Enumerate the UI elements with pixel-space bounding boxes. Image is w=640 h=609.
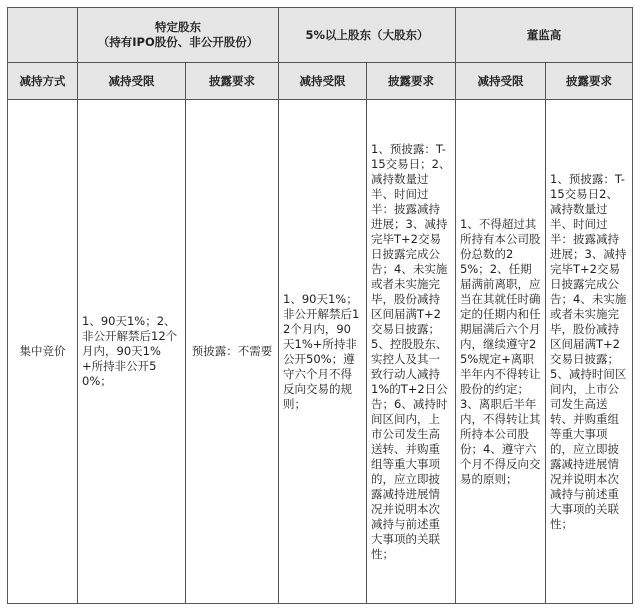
group-header-directors-executives: 董监高: [456, 8, 633, 63]
group-header-row: [8, 8, 633, 63]
table-row: [8, 100, 633, 604]
header-g3-limit: 减持受限: [456, 63, 546, 100]
sub-header-row: [8, 63, 633, 100]
corner-cell: [8, 8, 78, 63]
cell-method: 集中竞价: [8, 100, 78, 604]
header-g2-limit: 减持受限: [279, 63, 367, 100]
cell-g2-limit: 1、90天1%；非公开解禁后12个月内，90天1%+所持非公开50%；遵守六个月不得反向交易的规则；: [279, 100, 367, 604]
group-header-major-shareholders: 5%以上股东（大股东）: [279, 8, 456, 63]
shareholder-reduction-table: [7, 7, 633, 604]
header-g1-disclose: 披露要求: [186, 63, 279, 100]
group-header-specific-shareholders: 特定股东 （持有IPO股份、非公开股份）: [78, 8, 279, 63]
header-g1-limit: 减持受限: [78, 63, 186, 100]
header-g3-disclose: 披露要求: [546, 63, 633, 100]
cell-g2-disclose: 1、预披露：T-15交易日；2、减持数量过半、时间过半：披露减持进展；3、减持完毕T+2交易日披露完成公告；4、未实施或者未实施完毕，股份减持区间届满T+2交易日披露；5、控股股东、实控人及其一致行动人减持1%的T+2日公告；6、减持时间区间内，上市公司发生高送转、并购重组等重大事项的，应立即披露减持进展情况并说明本次减持与前述重大事项的关联性；: [367, 100, 456, 604]
cell-g3-limit: 1、不得超过其所持有本公司股份总数的25%；2、任期届满前离职，应当在其就任时确定的任期内和任期届满后六个月内，继续遵守25%规定+离职半年内不得转让股份的约定；3、离职后半年内，不得转让其所持本公司股份；4、遵守六个月不得反向交易的原则；: [456, 100, 546, 604]
cell-g1-disclose: 预披露：不需要: [186, 100, 279, 604]
header-g2-disclose: 披露要求: [367, 63, 456, 100]
header-method: 减持方式: [8, 63, 78, 100]
cell-g1-limit: 1、90天1%；2、非公开解禁后12个月内，90天1%+所持非公开50%；: [78, 100, 186, 604]
cell-g3-disclose: 1、预披露：T-15交易日2、减持数量过半、时间过半：披露减持进展；3、减持完毕T+2交易日披露完成公告；4、未实施或者未实施完毕，股份减持区间届满T+2交易日披露；5、减持时间区间内，上市公司发生高送转、并购重组等重大事项的，应立即披露减持进展情况并说明本次减持与前述重大事项的关联性；: [546, 100, 633, 604]
